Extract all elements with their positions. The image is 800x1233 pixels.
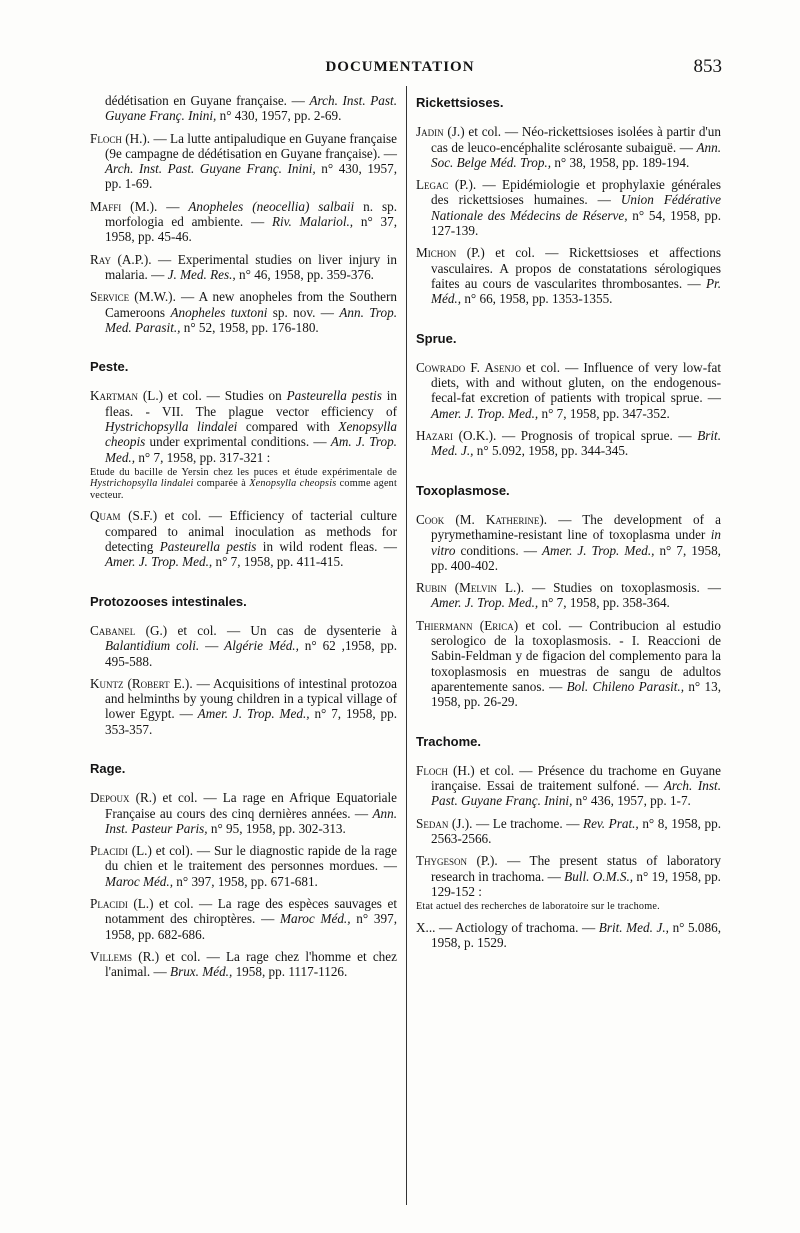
entry-author: Placidi (L.): [90, 896, 154, 912]
section-heading-sprue: Sprue.: [416, 330, 457, 346]
bibliography-entry: Cook (M. Katherine). — The development of a pyrymethamine-resistant line of toxoplasma under in vitro conditions. — Amer. J. Trop. Med., n° 7, 1958, pp. 400-402.: [416, 511, 721, 573]
bibliography-entry: Kartman (L.) et col. — Studies on Pasteurella pestis in fleas. - VII. The plague vector efficiency of Hystrichopsylla lindalei compared with Xenopsylla cheopis under exprimental conditions. — Am. J. Trop. Med., n° 7, 1958, pp. 317-321 : Etude du bacille de Yersin chez les puces et étude expérimentale de Hystrichopsylla lindalei comparée à Xenopsylla cheopsis comme agent vecteur.: [90, 388, 397, 501]
entry-author: Kartman (L.): [90, 388, 164, 404]
entry-note: Etude du bacille de Yersin chez les puces et étude expérimentale de Hystrichopsylla lindalei comparée à Xenopsylla cheopsis comme agent vecteur.: [90, 466, 397, 501]
section-heading-toxoplasmose: Toxoplasmose.: [416, 482, 510, 498]
bibliography-entry: Rubin (Melvin L.). — Studies on toxoplasmosis. — Amer. J. Trop. Med., n° 7, 1958, pp. 358-364.: [416, 580, 721, 611]
bibliography-entry: Thiermann (Erica) et col. — Contribucion al estudio serologico de la toxoplasmosis. - I. Reaccioni de Sabin-Feldman y de figacion del complemento para la toxoplasmosis en muestras de sangu de adultos aparentemente sanos. — Bol. Chileno Parasit., n° 13, 1958, pp. 26-29.: [416, 617, 722, 710]
left-column: [90, 93, 397, 987]
entry-author: Cowrado F. Asenjo: [416, 359, 521, 375]
entry-author: Cabanel (G.): [90, 622, 168, 638]
section-heading-rickettsioses: Rickettsioses.: [416, 95, 504, 110]
bibliography-entry: Floch (H.). — La lutte antipaludique en Guyane française (9e campagne de dédétisation en Guyane française). — Arch. Inst. Past. Guyane Franç. Inini, n° 430, 1957, pp. 1-69.: [90, 130, 398, 192]
bibliography-entry: Legac (P.). — Epidémiologie et prophylaxie générales des rickettsioses humaines. — Union Fédérative Nationale des Médecins de Réserve, n° 54, 1958, pp. 127-139.: [416, 177, 721, 239]
bibliography-entry: Ray (A.P.). — Experimental studies on liver injury in malaria. — J. Med. Res., n° 46, 1958, pp. 359-376.: [90, 251, 397, 282]
entry-author: Ray (A.P.).: [90, 251, 152, 267]
bibliography-entry: Sedan (J.). — Le trachome. — Rev. Prat., n° 8, 1958, pp. 2563-2566.: [416, 815, 721, 846]
entry-author: Depoux (R.): [90, 790, 157, 806]
entry-author: Legac (P.).: [416, 177, 477, 193]
entry-author: X...: [416, 919, 436, 935]
entry-note: Etat actuel des recherches de laboratoire sur le trachome.: [416, 901, 660, 913]
entry-author: Sedan (J.).: [416, 815, 473, 831]
bibliography-entry: Service (M.W.). — A new anopheles from the Southern Cameroons Anopheles tuxtoni sp. nov. — Ann. Trop. Med. Parasit., n° 52, 1958, pp. 176-180.: [90, 289, 398, 335]
bibliography-entry: Jadin (J.) et col. — Néo-rickettsioses isolées à partir d'un cas de leuco-encéphalite sclérosante subaiguë. — Ann. Soc. Belge Méd. Trop., n° 38, 1958, pp. 189-194.: [416, 124, 721, 170]
bibliography-entry: Kuntz (Robert E.). — Acquisitions of intestinal protozoa and helminths by young children in a typical village of lower Egypt. — Amer. J. Trop. Med., n° 7, 1958, pp. 353-357.: [90, 675, 397, 737]
running-header: DOCUMENTATION: [325, 59, 475, 75]
right-column: [416, 93, 721, 957]
section-heading-protozooses: Protozooses intestinales.: [90, 593, 247, 609]
section-heading-rage: Rage.: [90, 761, 126, 776]
column-divider: [406, 86, 407, 1205]
entry-author: Quam (S.F.): [90, 508, 158, 524]
page-number: 853: [693, 56, 722, 77]
entry-author: Thiermann (Erica): [416, 617, 519, 633]
bibliography-entry: Quam (S.F.) et col. — Efficiency of tacterial culture compared to animal inoculation as methods for detecting Pasteurella pestis in wild rodent fleas. — Amer. J. Trop. Med., n° 7, 1958, pp. 411-415.: [90, 508, 397, 570]
entry-author: Cook (M. Katherine).: [416, 511, 548, 527]
section-heading-peste: Peste.: [90, 359, 129, 375]
bibliography-entry: Cabanel (G.) et col. — Un cas de dysenterie à Balantidium coli. — Algérie Méd., n° 62 ,1958, pp. 495-588.: [90, 622, 398, 669]
entry-author: Floch (H.).: [90, 130, 151, 146]
entry-author: Thygeson (P.).: [416, 853, 498, 869]
entry-author: Maffi (M.).: [90, 198, 158, 214]
entry-author: Villems (R.): [90, 948, 160, 964]
entry-author: Jadin (J.): [416, 124, 465, 140]
bibliography-entry: Maffi (M.). — Anopheles (neocellia) salbaii n. sp. morfologia ed ambiente. — Riv. Malariol., n° 37, 1958, pp. 45-46.: [90, 198, 398, 245]
bibliography-entry: Placidi (L.) et col). — Sur le diagnostic rapide de la rage du chien et le traitement des personnes mordues. — Maroc Méd., n° 397, 1958, pp. 671-681.: [90, 843, 398, 889]
bibliography-entry: dédétisation en Guyane française. — Arch. Inst. Past. Guyane Franç. Inini, n° 430, 1957, pp. 2-69.: [105, 93, 397, 124]
entry-author: Placidi (L.): [90, 843, 152, 859]
bibliography-entry: Hazari (O.K.). — Prognosis of tropical sprue. — Brit. Med. J., n° 5.092, 1958, pp. 344-345.: [416, 428, 721, 459]
bibliography-entry: Cowrado F. Asenjo et col. — Influence of very low-fat diets, with and without gluten, on the endogenous-fecal-fat excretion of patients with tropical sprue. — Amer. J. Trop. Med., n° 7, 1958, pp. 347-352.: [416, 359, 721, 421]
bibliography-entry: Michon (P.) et col. — Rickettsioses et affections vasculaires. A propos de constatations sérologiques faites au cours de vascularites thrombosantes. — Pr. Méd., n° 66, 1958, pp. 1353-1355.: [416, 245, 721, 307]
bibliography-entry: Depoux (R.) et col. — La rage en Afrique Equatoriale Française au cours des cinq dernières années. — Ann. Inst. Pasteur Paris, n° 95, 1958, pp. 302-313.: [90, 790, 397, 836]
entry-author: Michon (P.): [416, 245, 485, 261]
bibliography-entry: X... — Actiology of trachoma. — Brit. Med. J., n° 5.086, 1958, p. 1529.: [416, 919, 722, 950]
bibliography-entry: Floch (H.) et col. — Présence du trachome en Guyane irançaise. Essai de traitement sulfoné. — Arch. Inst. Past. Guyane Franç. Inini, n° 436, 1957, pp. 1-7.: [416, 762, 722, 809]
bibliography-entry: Villems (R.) et col. — La rage chez l'homme et chez l'animal. — Brux. Méd., 1958, pp. 1117-1126.: [90, 948, 397, 980]
entry-author: Service (M.W.).: [90, 289, 176, 305]
entry-author: Rubin (Melvin L.).: [416, 580, 525, 596]
section-heading-trachome: Trachome.: [416, 733, 482, 749]
bibliography-entry: Thygeson (P.). — The present status of laboratory research in trachoma. — Bull. O.M.S., n° 19, 1958, pp. 129-152 : Etat actuel des recherches de laboratoire sur le trachome.: [416, 853, 722, 913]
bibliography-entry: Placidi (L.) et col. — La rage des espèces sauvages et notamment des chiroptères. — Maroc Méd., n° 397, 1958, pp. 682-686.: [90, 896, 397, 942]
entry-author: Hazari (O.K.).: [416, 428, 497, 444]
entry-author: Floch (H.): [416, 762, 475, 778]
entry-author: Kuntz (Robert E.).: [90, 675, 193, 691]
